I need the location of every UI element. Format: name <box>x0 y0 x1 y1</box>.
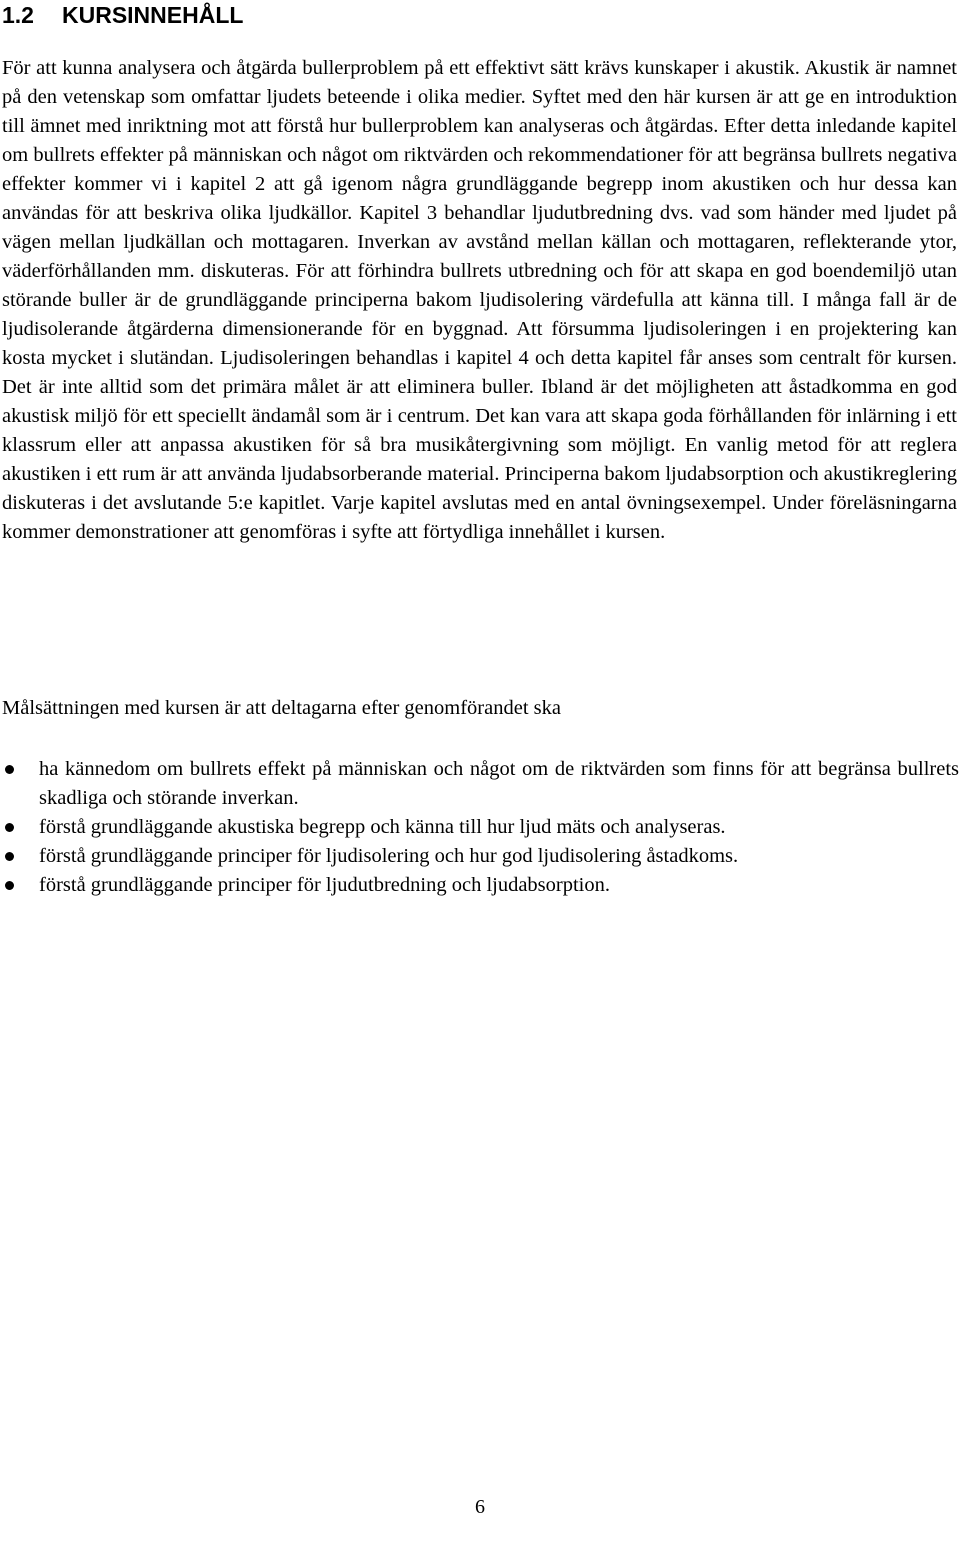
goals-list <box>0 755 960 900</box>
goal-text: ha kännedom om bullrets effekt på människan och något om de riktvärden som finns för att begränsa bullrets skadliga och störande inverkan. <box>39 758 959 809</box>
bullet-icon <box>5 881 14 890</box>
bullet-icon <box>5 823 14 832</box>
goal-item <box>0 842 959 871</box>
goal-item <box>0 813 959 842</box>
section-heading <box>2 0 243 30</box>
goal-text: förstå grundläggande akustiska begrepp och känna till hur ljud mäts och analyseras. <box>39 816 726 838</box>
goal-text: förstå grundläggande principer för ljudisolering och hur god ljudisolering åstadkoms. <box>39 845 739 867</box>
bullet-icon <box>5 852 14 861</box>
bullet-icon <box>5 765 14 774</box>
intro-paragraph: För att kunna analysera och åtgärda bullerproblem på ett effektivt sätt krävs kunskaper i akustik. Akustik är namnet på den vetenskap som omfattar ljudets beteende i olika medier. Syftet med den här kursen är att ge en introduktion till ämnet med inriktning mot att förstå hur bullerproblem kan analyseras och åtgärdas. Efter detta inledande kapitel om bullrets effekter på människan och något om riktvärden och rekommendationer för att begränsa bullrets negativa effekter kommer vi i kapitel 2 att gå igenom några grundläggande begrepp inom akustiken och hur dessa kan användas för att beskriva olika ljudkällor. Kapitel 3 behandlar ljudutbredning dvs. vad som händer med ljudet på vägen mellan ljudkällan och mottagaren. Inverkan av avstånd mellan källan och mottagaren, reflekterande ytor, väderförhållanden mm. diskuteras. För att förhindra bullrets utbredning och för att skapa en god boendemiljö utan störande buller är de grundläggande principerna bakom ljudisolering värdefulla att känna till. I många fall är de ljudisolerande åtgärderna dimensionerande för en byggnad. Att försumma ljudisoleringen i en projektering kan kosta mycket i slutändan. Ljudisoleringen behandlas i kapitel 4 och detta kapitel får anses som centralt för kursen. Det är inte alltid som det primära målet är att eliminera buller. Ibland är det möjligheten att åstadkomma en god akustisk miljö för ett speciellt ändamål som är i centrum. Det kan vara att skapa goda förhållanden för inlärning i ett klassrum eller att anpassa akustiken för så bra musikåtergivning som möjligt. En vanlig metod för att reglera akustiken i ett rum är att använda ljudabsorberande material. Principerna bakom ljudabsorption och akustikreglering diskuteras i det avslutande 5:e kapitlet. Varje kapitel avslutas med en antal övningsexempel. Under föreläsningarna kommer demonstrationer att genomföras i syfte att förtydliga innehållet i kursen. <box>2 57 957 543</box>
section-title: KURSINNEHÅLL <box>62 2 244 28</box>
goal-item <box>0 871 959 900</box>
page-number: 6 <box>475 1496 485 1518</box>
section-number: 1.2 <box>2 2 34 28</box>
goal-text: förstå grundläggande principer för ljudutbredning och ljudabsorption. <box>39 874 611 896</box>
goals-intro: Målsättningen med kursen är att deltagarna efter genomförandet ska <box>2 697 561 719</box>
goal-item <box>0 755 959 813</box>
